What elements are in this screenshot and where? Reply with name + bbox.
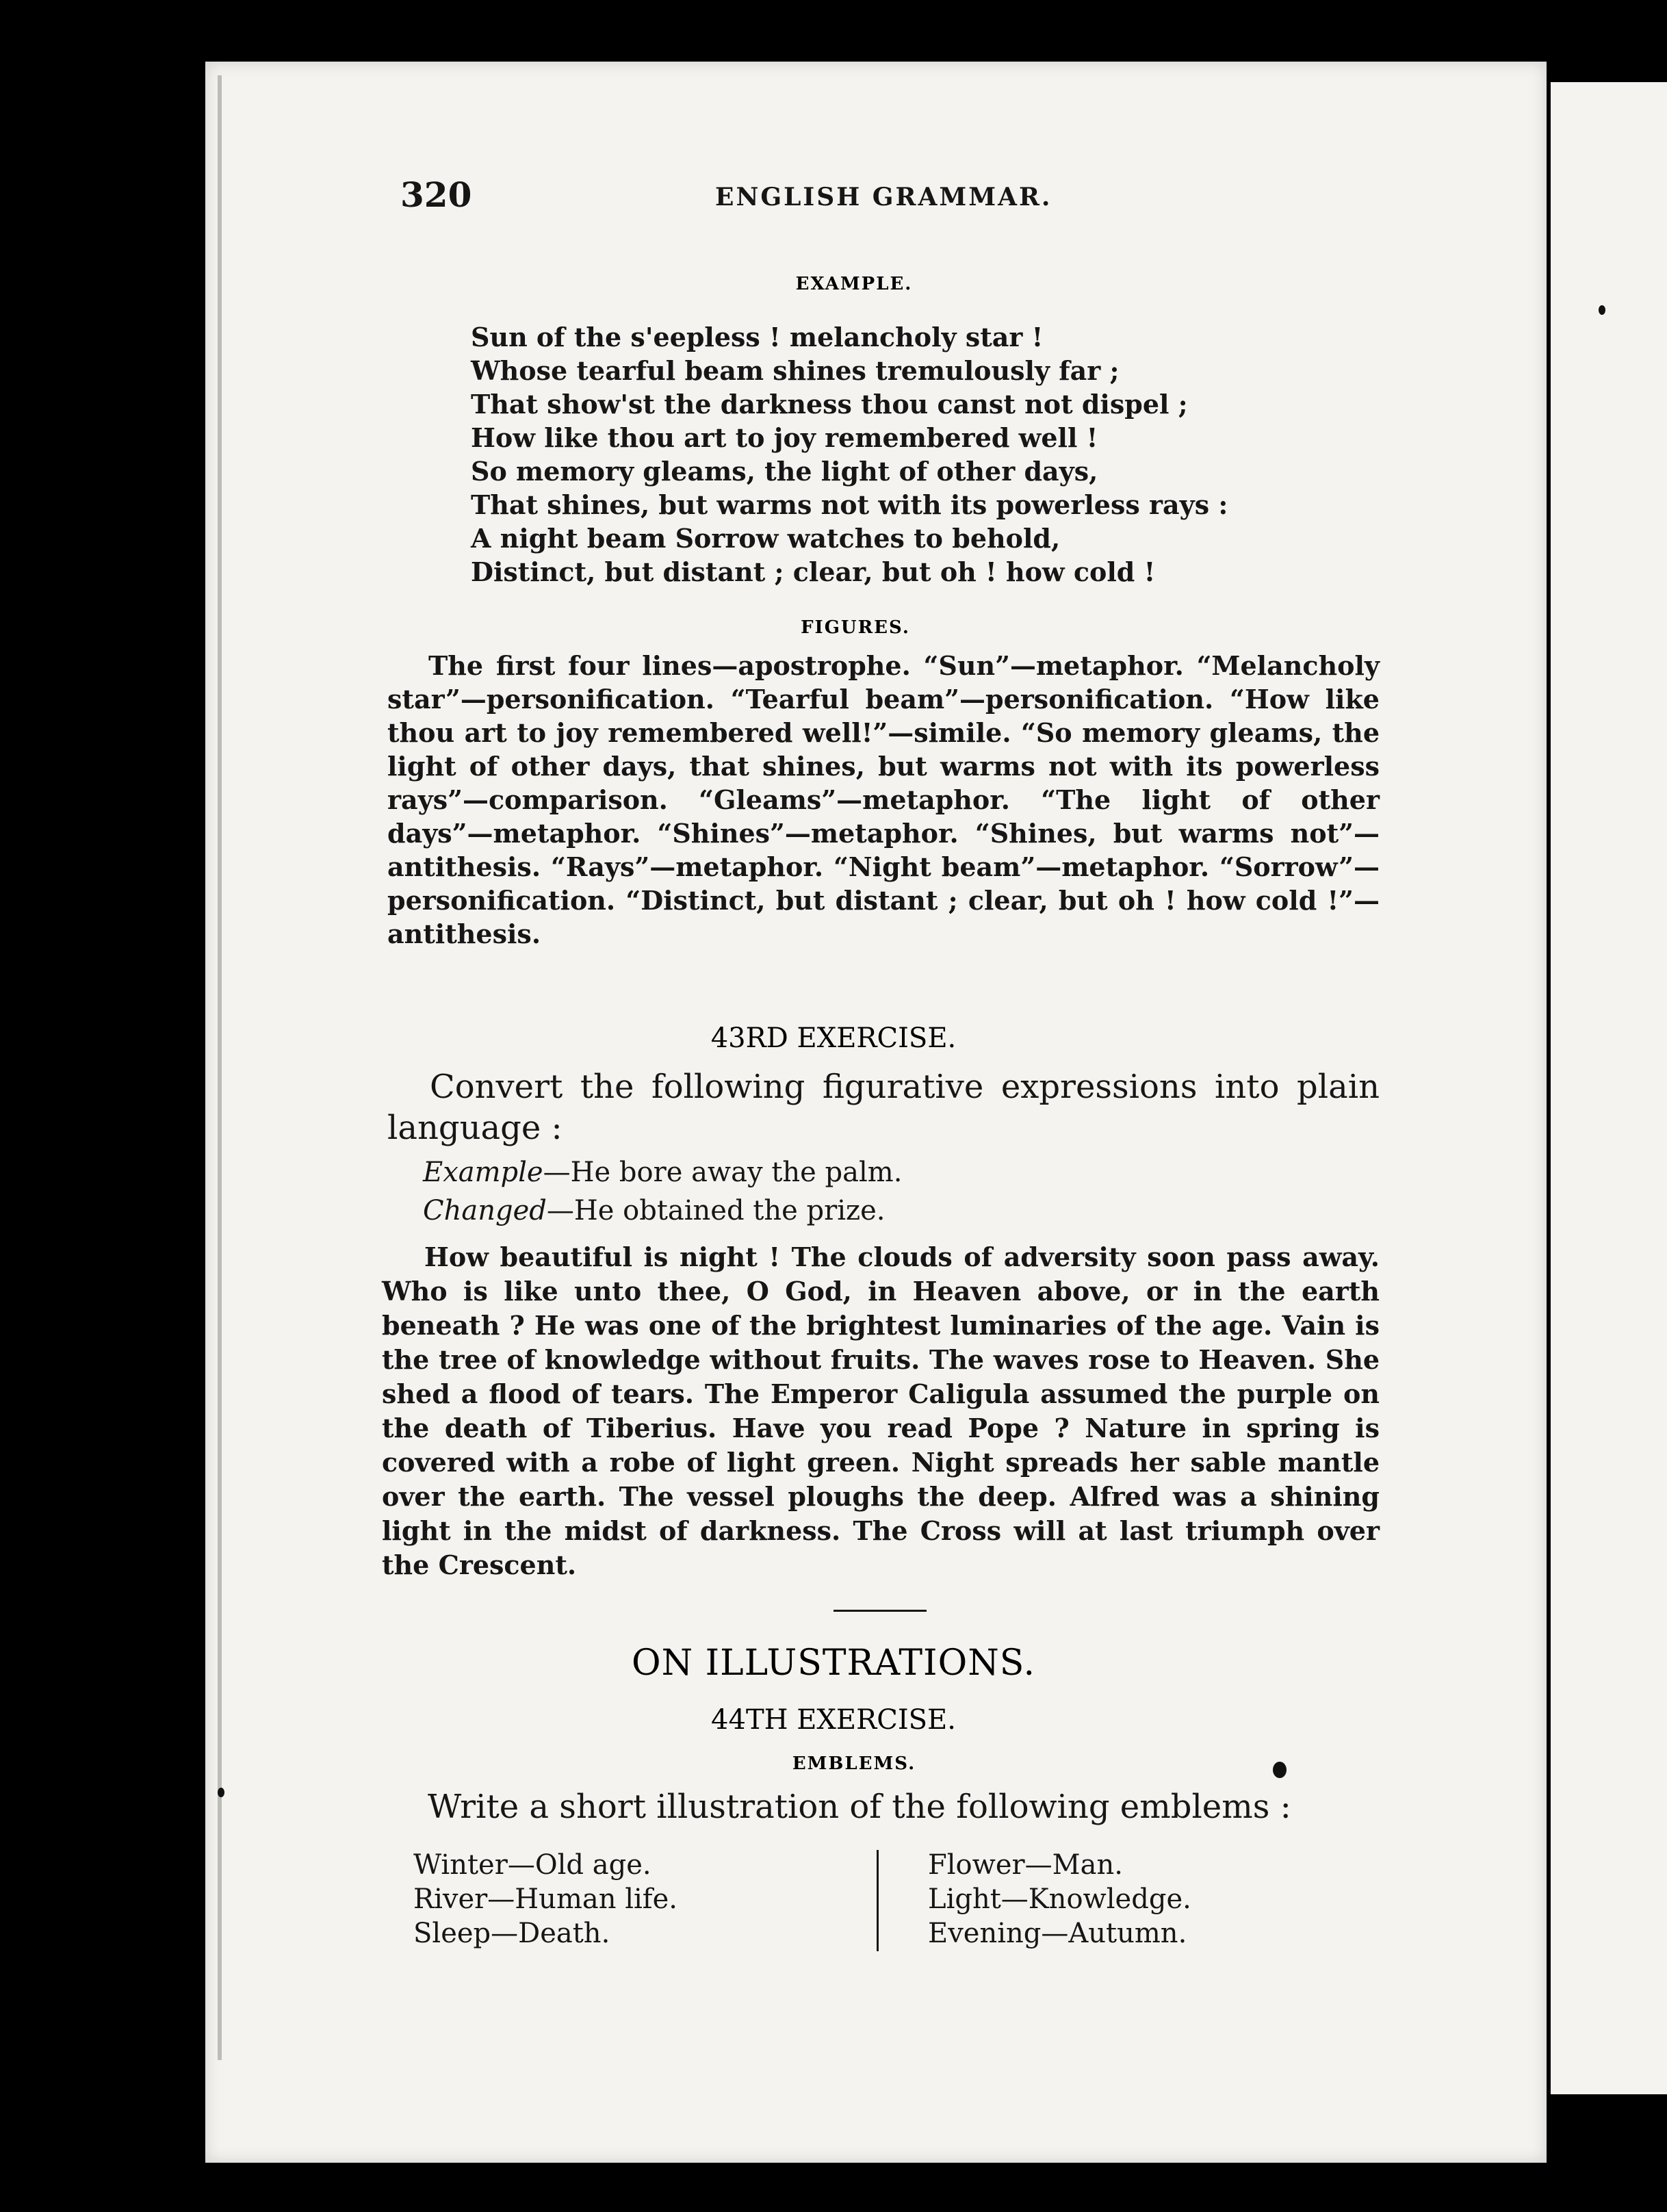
page-header — [400, 175, 1379, 229]
emblems-right-column — [928, 1848, 1191, 1951]
ink-speck — [1599, 305, 1605, 315]
changed-text: —He obtained the prize. — [546, 1195, 886, 1226]
page-edge-shadow — [218, 75, 222, 2060]
emblems-heading: EMBLEMS. — [792, 1753, 916, 1774]
running-head: ENGLISH GRAMMAR. — [715, 183, 1052, 211]
exercise-44-title: 44TH EXERCISE. — [711, 1704, 956, 1736]
column-divider — [877, 1850, 879, 1951]
poem-line: How like thou art to joy remembered well ! — [471, 422, 1098, 453]
poem — [471, 320, 1326, 589]
exercise-43-title: 43RD EXERCISE. — [710, 1023, 957, 1054]
ink-speck — [1273, 1762, 1287, 1778]
poem-line: Whose tearful beam shines tremulously far ; — [471, 355, 1120, 386]
emblem-item: River—Human life. — [413, 1883, 677, 1915]
poem-line: That show'st the darkness thou canst not dispel ; — [471, 389, 1188, 420]
poem-line: Distinct, but distant ; clear, but oh ! how cold ! — [471, 556, 1156, 587]
figures-heading: FIGURES. — [801, 617, 910, 638]
poem-line: Sun of the s'eepless ! melancholy star ! — [471, 322, 1044, 352]
emblem-item: Sleep—Death. — [413, 1918, 610, 1949]
example-text: —He bore away the palm. — [543, 1157, 903, 1188]
emblem-item: Winter—Old age. — [413, 1849, 651, 1881]
example-label: Example — [423, 1157, 543, 1188]
figures-paragraph: The first four lines—apostrophe. “Sun”—metaphor. “Melancholy star”—personification. “Tearful beam”—personification. “How like thou art to joy remembered well!”—simile. “So memory gleams, the light of other days, that shines, but warms not with its powerless rays”—comparison. “Gleams”—metaphor. “The light of other days”—metaphor. “Shines”—metaphor. “Shines, but warms not”—antithesis. “Rays”—metaphor. “Night beam”—metaphor. “Sorrow”—personification. “Distinct, but distant ; clear, but oh ! how cold !”—antithesis. — [387, 650, 1380, 949]
changed-line — [423, 1194, 886, 1228]
poem-line: So memory gleams, the light of other days, — [471, 456, 1098, 487]
poem-line: That shines, but warms not with its powerless rays : — [471, 489, 1228, 520]
emblem-item: Evening—Autumn. — [928, 1918, 1187, 1949]
emblem-item: Flower—Man. — [928, 1849, 1123, 1881]
emblems-left-column — [413, 1848, 677, 1951]
example-line — [423, 1155, 902, 1189]
ink-speck — [218, 1788, 224, 1797]
example-heading: EXAMPLE. — [795, 274, 913, 294]
exercise-44-intro: Write a short illustration of the following emblems : — [428, 1788, 1291, 1826]
facing-page-edge — [1551, 82, 1667, 2094]
page-number: 320 — [400, 175, 472, 215]
section-title: ON ILLUSTRATIONS. — [631, 1643, 1036, 1684]
poem-line: A night beam Sorrow watches to behold, — [471, 523, 1061, 554]
exercise-43-body: How beautiful is night ! The clouds of adversity soon pass away. Who is like unto thee, O God, in Heaven above, or in the earth beneath ? He was one of the brightest luminaries of the age. Vain is the tree of knowledge without fruits. The waves rose to Heaven. She shed a flood of tears. The Emperor Caligula assumed the purple on the death of Tiberius. Have you read Pope ? Nature in spring is covered with a robe of light green. Night spreads her sable mantle over the earth. The vessel ploughs the deep. Alfred was a shining light in the midst of darkness. The Cross will at last triumph over the Crescent. — [382, 1242, 1380, 1580]
exercise-43-intro: Convert the following figurative expressions into plain language : — [387, 1068, 1380, 1147]
changed-label: Changed — [423, 1195, 547, 1226]
section-divider — [834, 1610, 927, 1612]
emblem-item: Light—Knowledge. — [928, 1883, 1191, 1915]
